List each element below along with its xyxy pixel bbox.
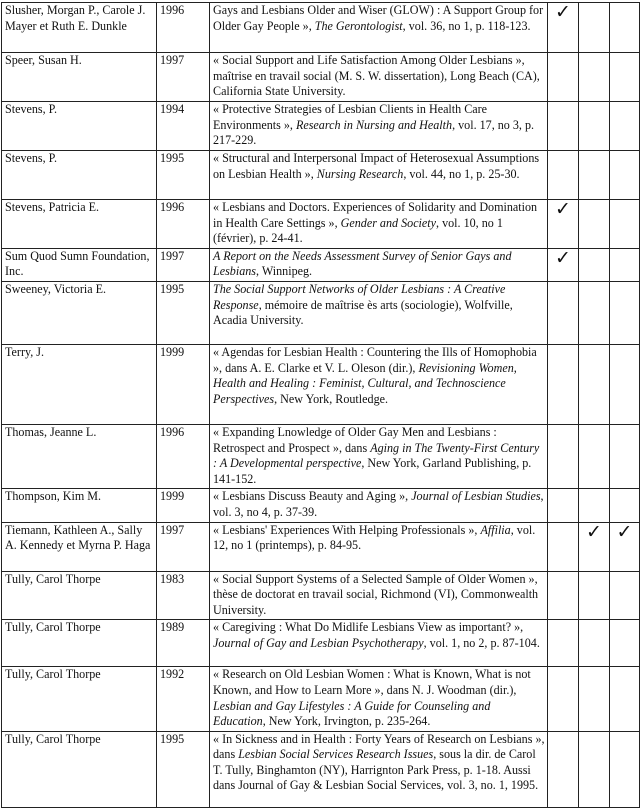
table-row [2, 522, 640, 571]
year-cell: 1996 [157, 424, 210, 488]
reference-text: « In Sickness and in Health : Forty Years of Research on Lesbians », dans [213, 731, 545, 762]
year-cell: 1983 [157, 571, 210, 620]
check-column-2-cell [579, 248, 610, 281]
check-column-1-cell [548, 489, 579, 522]
author-cell: Tiemann, Kathleen A., Sally A. Kennedy et Myrna P. Haga [2, 522, 157, 571]
author-cell: Sweeney, Victoria E. [2, 281, 157, 344]
reference-text: , mémoire de maîtrise ès arts (sociologie), Wolfville, Acadia University. [213, 297, 513, 328]
reference-text: « Lesbians Discuss Beauty and Aging », [213, 489, 412, 504]
reference-text: , New York, Routledge. [274, 391, 389, 406]
author-cell: Tully, Carol Thorpe [2, 620, 157, 667]
reference-title: Research in Nursing and Health [295, 117, 453, 132]
check-column-3-cell [610, 424, 640, 488]
year-cell: 1999 [157, 489, 210, 522]
reference-title: Aging in The Twenty-First Century : A Developmental perspective [213, 440, 540, 471]
reference-text: « Research on Old Lesbian Women : What is Known, What is not Known, and How to Learn More », dans N. J. Woodman (dir.), [213, 667, 531, 697]
year-cell: 1996 [157, 200, 210, 249]
check-column-2-cell [579, 151, 610, 200]
reference-text: « Lesbians and Doctors. Experiences of Solidarity and Domination in Health Care Settings », [213, 200, 538, 230]
check-column-1-cell [548, 620, 579, 667]
check-column-2-cell [579, 667, 610, 731]
check-column-3-cell [610, 344, 640, 424]
check-column-3-cell [610, 522, 640, 571]
year-cell: 1995 [157, 151, 210, 200]
reference-text: , sous la dir. de Carol T. Tully, Binghamton (NY), Harrignton Park Press, p. 1-18. Aussi dans Journal of Gay & Lesbian Social Services, vol. 3, no. 1, 1995. [213, 747, 539, 793]
check-column-1-cell [548, 200, 579, 249]
reference-text: « Agendas for Lesbian Health : Countering the Ills of Homophobia », dans A. E. Clarke et V. L. Oleson (dir.), [213, 344, 537, 375]
check-column-3-cell [610, 571, 640, 620]
check-column-2-cell [579, 424, 610, 488]
table-row [2, 151, 640, 200]
check-column-1-cell [548, 102, 579, 151]
table-row [2, 102, 640, 151]
year-cell: 1992 [157, 667, 210, 731]
reference-text: « Caregiving : What Do Midlife Lesbians View as important? », [213, 620, 524, 635]
reference-text: , Winnipeg. [256, 264, 313, 279]
check-column-1-cell [548, 667, 579, 731]
reference-text: , vol. 1, no 2, p. 87-104. [423, 635, 540, 650]
check-mark-icon: ✓ [555, 248, 571, 269]
reference-text: « Social Support and Life Satisfaction Among Older Lesbians », maîtrise en travail social (M. S. W. dissertation), Long Beach (CA), California State University. [213, 53, 540, 99]
check-column-1-cell [548, 424, 579, 488]
check-column-3-cell [610, 151, 640, 200]
author-cell: Sum Quod Sumn Foundation, Inc. [2, 248, 157, 281]
reference-cell [210, 281, 548, 344]
reference-cell [210, 3, 548, 53]
check-column-2-cell [579, 571, 610, 620]
reference-cell [210, 489, 548, 522]
reference-text: « Protective Strategies of Lesbian Clients in Health Care Environments », [213, 102, 488, 132]
check-column-2-cell [579, 731, 610, 807]
year-cell: 1997 [157, 522, 210, 571]
reference-text: , vol. 36, no 1, p. 118-123. [402, 18, 531, 33]
check-column-1-cell [548, 281, 579, 344]
bibliography-rows [2, 3, 640, 808]
check-column-3-cell [610, 667, 640, 731]
year-cell: 1997 [157, 248, 210, 281]
year-cell: 1995 [157, 731, 210, 807]
reference-title: Gender and Society [340, 215, 437, 230]
table-row [2, 344, 640, 424]
reference-cell [210, 53, 548, 102]
reference-title: The Social Support Networks of Older Lesbians : A Creative Response [213, 281, 506, 312]
reference-text: « Lesbians' Experiences With Helping Professionals », [213, 522, 481, 537]
table-row [2, 53, 640, 102]
reference-title: A Report on the Needs Assessment Survey of Senior Gays and Lesbians [213, 248, 512, 279]
reference-text: « Expanding Lnowledge of Older Gay Men and Lesbians : Retrospect and Prospect », dans [213, 424, 497, 455]
table-row [2, 571, 640, 620]
reference-text: , vol. 3, no 4, p. 37-39. [213, 489, 544, 519]
author-cell: Thomas, Jeanne L. [2, 424, 157, 488]
reference-cell [210, 200, 548, 249]
check-column-2-cell [579, 200, 610, 249]
reference-title: Journal of Lesbian Studies [411, 489, 541, 504]
reference-cell [210, 620, 548, 667]
reference-title: Revisioning Women, Health and Healing : Feminist, Cultural, and Technoscience Perspectives [213, 360, 517, 406]
check-mark-icon: ✓ [555, 199, 571, 220]
author-cell: Slusher, Morgan P., Carole J. Mayer et Ruth E. Dunkle [2, 3, 157, 53]
author-cell: Tully, Carol Thorpe [2, 667, 157, 731]
reference-cell [210, 667, 548, 731]
year-cell: 1994 [157, 102, 210, 151]
check-column-3-cell [610, 281, 640, 344]
reference-cell [210, 151, 548, 200]
check-mark-icon: ✓ [555, 2, 571, 23]
reference-cell [210, 344, 548, 424]
table-row [2, 667, 640, 731]
check-mark-icon: ✓ [616, 522, 633, 543]
check-column-2-cell [579, 281, 610, 344]
table-row [2, 200, 640, 249]
author-cell: Tully, Carol Thorpe [2, 731, 157, 807]
reference-cell [210, 731, 548, 807]
reference-text: « Social Support Systems of a Selected Sample of Older Women », thèse de doctorat en travail social, Richmond (VI), Commonwealth University. [213, 571, 539, 617]
check-column-3-cell [610, 53, 640, 102]
check-column-1-cell [548, 151, 579, 200]
reference-title: Lesbian and Gay Lifestyles : A Guide for Counseling and Education [213, 698, 491, 729]
reference-text: , New York, Garland Publishing, p. 141-152. [213, 456, 532, 486]
check-column-3-cell [610, 731, 640, 807]
reference-title: Affilia [480, 522, 511, 537]
year-cell: 1997 [157, 53, 210, 102]
check-column-1-cell [548, 248, 579, 281]
check-column-1-cell [548, 53, 579, 102]
author-cell: Stevens, P. [2, 151, 157, 200]
reference-text: « Structural and Interpersonal Impact of Heterosexual Assumptions on Lesbian Health », [213, 151, 540, 181]
reference-text: , vol. 17, no 3, p. 217-229. [213, 117, 535, 148]
table-row [2, 731, 640, 807]
check-column-2-cell [579, 489, 610, 522]
check-column-1-cell [548, 522, 579, 571]
table-row [2, 248, 640, 281]
reference-title: Nursing Research [316, 166, 404, 181]
reference-cell [210, 571, 548, 620]
reference-cell [210, 248, 548, 281]
year-cell: 1999 [157, 344, 210, 424]
reference-title: Lesbian Social Services Research Issues [238, 747, 434, 762]
year-cell: 1989 [157, 620, 210, 667]
reference-cell [210, 102, 548, 151]
reference-text: , New York, Irvington, p. 235-264. [262, 714, 431, 729]
table-row [2, 281, 640, 344]
year-cell: 1996 [157, 3, 210, 53]
reference-text: , vol. 10, no 1 (février), p. 24-41. [213, 215, 503, 246]
table-row [2, 3, 640, 53]
check-column-3-cell [610, 3, 640, 53]
author-cell: Stevens, P. [2, 102, 157, 151]
bibliography-table [1, 2, 640, 808]
check-column-3-cell [610, 200, 640, 249]
author-cell: Terry, J. [2, 344, 157, 424]
table-row [2, 620, 640, 667]
author-cell: Speer, Susan H. [2, 53, 157, 102]
check-column-2-cell [579, 102, 610, 151]
table-row [2, 424, 640, 488]
check-column-1-cell [548, 731, 579, 807]
check-column-2-cell [579, 522, 610, 571]
check-column-1-cell [548, 3, 579, 53]
author-cell: Tully, Carol Thorpe [2, 571, 157, 620]
author-cell: Thompson, Kim M. [2, 489, 157, 522]
check-column-2-cell [579, 620, 610, 667]
author-cell: Stevens, Patricia E. [2, 200, 157, 249]
check-column-3-cell [610, 489, 640, 522]
reference-text: , vol. 12, no 1 (printemps), p. 84-95. [213, 522, 536, 553]
check-column-1-cell [548, 571, 579, 620]
reference-title: The Gerontologist [314, 18, 403, 33]
check-column-2-cell [579, 53, 610, 102]
check-column-3-cell [610, 102, 640, 151]
reference-title: Journal of Gay and Lesbian Psychotherapy [213, 635, 424, 650]
check-column-3-cell [610, 248, 640, 281]
check-mark-icon: ✓ [586, 522, 602, 543]
reference-cell [210, 522, 548, 571]
year-cell: 1995 [157, 281, 210, 344]
check-column-3-cell [610, 620, 640, 667]
check-column-2-cell [579, 3, 610, 53]
check-column-1-cell [548, 344, 579, 424]
table-row [2, 489, 640, 522]
reference-cell [210, 424, 548, 488]
check-column-2-cell [579, 344, 610, 424]
reference-text: Gays and Lesbians Older and Wiser (GLOW) : A Support Group for Older Gay People », [213, 3, 544, 33]
reference-text: , vol. 44, no 1, p. 25-30. [403, 166, 520, 181]
